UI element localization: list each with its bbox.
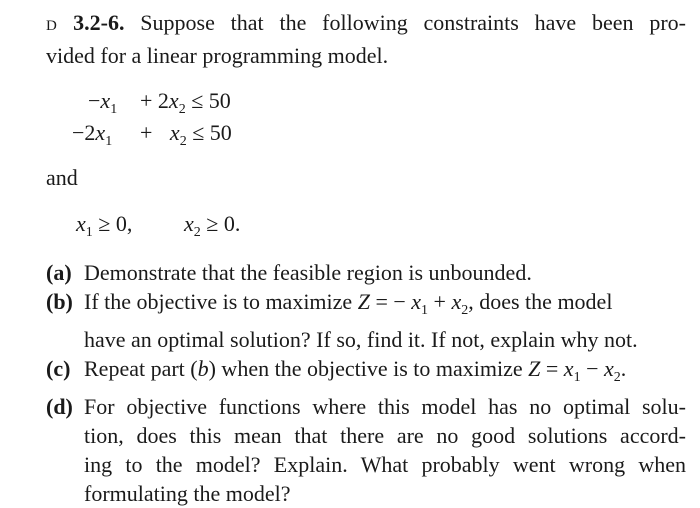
- problem-header-line: [46, 8, 686, 41]
- nonneg-x2-val: 0.: [223, 211, 241, 236]
- part-c-x1: x: [563, 356, 574, 381]
- problem-statement: [46, 8, 686, 71]
- intro-line-1: Suppose that the following constraints have been pro-: [140, 10, 686, 35]
- nonneg-x1: [76, 211, 132, 241]
- part-c-Z: Z: [528, 356, 541, 381]
- constraint-2-term2-sub: 2: [179, 134, 187, 149]
- part-d-line-3: ing to the model? Explain. What probably went wrong when: [84, 452, 686, 477]
- constraint-1-term1-var: x: [100, 88, 111, 113]
- nonneg-x2-rel: ≥: [206, 211, 219, 236]
- nonneg-x2-var: x: [184, 211, 194, 236]
- part-b-label: (b): [46, 289, 73, 314]
- constraint-2-term1-sign: −2: [72, 120, 96, 145]
- part-b-x1: x: [411, 289, 422, 314]
- constraint-1-term1-sub: 1: [110, 102, 118, 117]
- part-c-ref: b: [197, 356, 209, 381]
- part-b-sub1: 1: [421, 303, 429, 318]
- constraint-1-term2-coef: 2: [157, 88, 169, 113]
- constraint-1-term2-var: x: [168, 88, 179, 113]
- question-parts: [46, 258, 686, 508]
- part-b-eq: = −: [375, 289, 406, 314]
- part-b: [46, 287, 686, 354]
- part-b-line-1: [84, 287, 686, 325]
- constraint-2: [72, 120, 112, 150]
- part-d: [46, 392, 686, 508]
- nonneg-x2-sub: 2: [193, 225, 201, 240]
- part-c-end: .: [620, 356, 627, 381]
- intro-line-2: vided for a linear programming model.: [46, 43, 389, 68]
- part-b-post: , does the model: [468, 289, 613, 314]
- constraint-2-relation: ≤: [192, 120, 205, 145]
- part-c-sub1: 1: [573, 370, 581, 385]
- part-c-eq: =: [545, 356, 559, 381]
- nonneg-x1-rel: ≥: [98, 211, 111, 236]
- part-a: [46, 258, 686, 287]
- constraint-1-relation: ≤: [191, 88, 204, 113]
- part-a-label: (a): [46, 260, 72, 285]
- nonneg-x1-val: 0,: [115, 211, 133, 236]
- part-c-label: (c): [46, 356, 71, 381]
- constraint-2-rhs: 50: [209, 120, 232, 145]
- part-c-x2: x: [603, 356, 614, 381]
- part-d-line-2: tion, does this mean that there are no good solutions accord-: [84, 423, 686, 448]
- part-a-text: Demonstrate that the feasible region is unbounded.: [84, 260, 532, 285]
- constraint-1-op: +: [140, 88, 153, 113]
- constraint-2-rest: [140, 120, 232, 150]
- constraint-2-op: +: [140, 120, 153, 145]
- part-d-line-1: For objective functions where this model has no optimal solu-: [84, 394, 686, 419]
- part-b-plus: +: [433, 289, 446, 314]
- nonneg-x2: [184, 211, 240, 241]
- constraint-1-term1-sign: −: [88, 88, 101, 113]
- part-c-mid: ) when the objective is to maximize: [208, 356, 523, 381]
- constraint-2-term1-var: x: [95, 120, 106, 145]
- problem-tag: D: [46, 18, 58, 34]
- and-label: and: [46, 165, 78, 190]
- part-c-sub2: 2: [613, 370, 621, 385]
- nonneg-x1-sub: 1: [85, 225, 93, 240]
- constraint-1: [88, 88, 117, 118]
- part-b-x2: x: [451, 289, 462, 314]
- part-b-sub2: 2: [461, 303, 469, 318]
- part-b-Z: Z: [357, 289, 370, 314]
- part-b-pre: If the objective is to maximize: [84, 289, 353, 314]
- constraint-2-term1-sub: 1: [105, 134, 113, 149]
- part-c: [46, 354, 686, 392]
- constraint-1-term2-sub: 2: [178, 102, 186, 117]
- part-d-label: (d): [46, 394, 73, 419]
- problem-number: 3.2-6.: [73, 10, 125, 35]
- part-b-line-2: have an optimal solution? If so, find it. If not, explain why not.: [84, 327, 638, 352]
- constraint-1-rest: [140, 88, 231, 118]
- constraint-2-term2-var: x: [169, 120, 180, 145]
- constraint-1-rhs: 50: [208, 88, 231, 113]
- part-c-line: [84, 354, 686, 392]
- part-c-minus: −: [586, 356, 599, 381]
- part-d-line-4: formulating the model?: [84, 481, 291, 506]
- nonneg-x1-var: x: [76, 211, 86, 236]
- part-c-pre: Repeat part (: [84, 356, 198, 381]
